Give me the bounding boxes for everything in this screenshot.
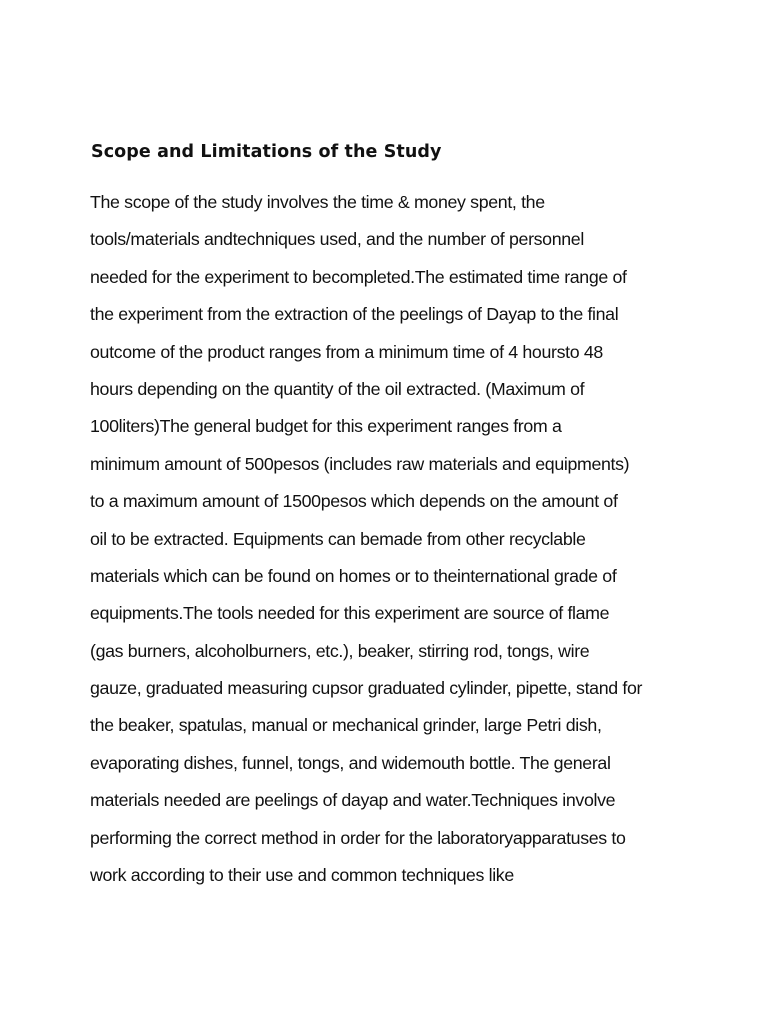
text-line: outcome of the product ranges from a minimum time of 4 hoursto 48	[90, 341, 603, 362]
text-line: equipments.The tools needed for this experiment are source of flame	[90, 603, 610, 624]
text-line: 100liters)The general budget for this experiment ranges from a	[90, 416, 562, 437]
text-line: evaporating dishes, funnel, tongs, and widemouth bottle. The general	[90, 752, 611, 773]
text-line: materials which can be found on homes or to theinternational grade of	[90, 565, 617, 586]
text-line: work according to their use and common techniques like	[90, 865, 514, 886]
text-line: to a maximum amount of 1500pesos which depends on the amount of	[90, 491, 618, 512]
section-heading: Scope and Limitations of the Study	[91, 142, 442, 162]
text-line: oil to be extracted. Equipments can bemade from other recyclable	[90, 528, 586, 549]
text-line: needed for the experiment to becompleted.The estimated time range of	[90, 266, 627, 287]
body-paragraph	[90, 186, 642, 896]
text-line: (gas burners, alcoholburners, etc.), beaker, stirring rod, tongs, wire	[90, 640, 590, 661]
text-line: gauze, graduated measuring cupsor graduated cylinder, pipette, stand for	[90, 678, 643, 699]
text-line: performing the correct method in order for the laboratoryapparatuses to	[90, 827, 626, 848]
text-line: the experiment from the extraction of the peelings of Dayap to the final	[90, 304, 619, 325]
text-line: The scope of the study involves the time & money spent, the	[90, 192, 545, 212]
text-line: hours depending on the quantity of the oil extracted. (Maximum of	[90, 378, 585, 399]
text-line: materials needed are peelings of dayap and water.Techniques involve	[90, 790, 616, 811]
text-line: the beaker, spatulas, manual or mechanical grinder, large Petri dish,	[90, 715, 602, 736]
text-line: tools/materials andtechniques used, and the number of personnel	[90, 229, 584, 250]
text-line: minimum amount of 500pesos (includes raw materials and equipments)	[90, 453, 630, 474]
